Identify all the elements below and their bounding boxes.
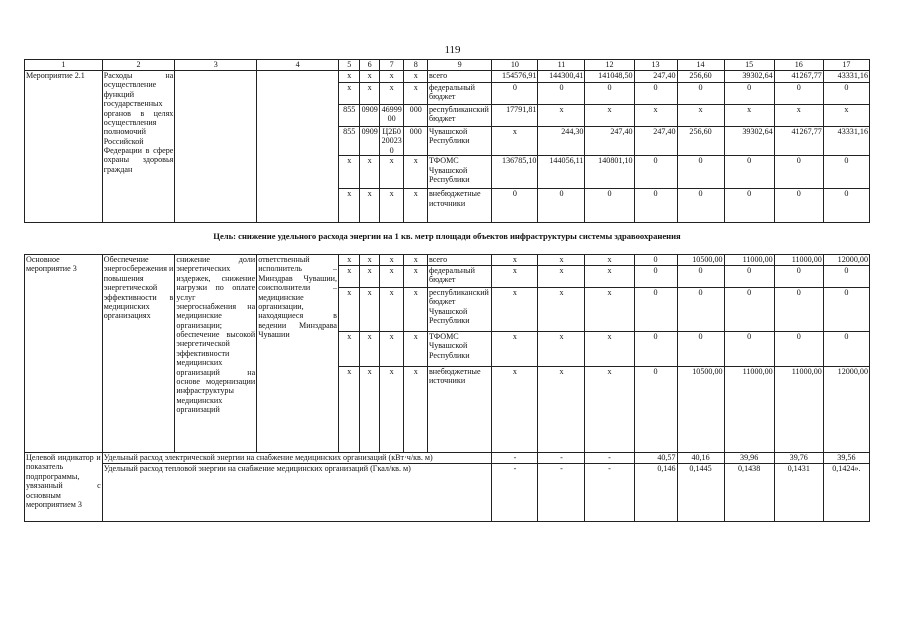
source-cell: федеральный бюджет — [427, 83, 491, 105]
responsible-cell — [257, 71, 339, 223]
event-name: Основное мероприятие 3 — [25, 255, 103, 453]
expense-type-cell: x — [404, 367, 428, 453]
value-cell: 0 — [677, 332, 724, 367]
value-cell: 0 — [634, 367, 677, 453]
value-cell: x — [492, 367, 538, 453]
col-num: 5 — [339, 60, 360, 71]
value-cell: 0 — [634, 332, 677, 367]
column-number-row — [25, 60, 870, 71]
section-cell: x — [360, 255, 379, 266]
value-cell: 11000,00 — [774, 255, 823, 266]
value-cell: x — [538, 332, 585, 367]
value-cell: 0 — [823, 189, 869, 223]
value-cell: x — [492, 255, 538, 266]
value-cell: 0 — [634, 156, 677, 189]
article-cell: x — [379, 332, 404, 367]
value-cell: 0 — [724, 288, 774, 332]
value-cell: 0 — [538, 83, 585, 105]
grbs-cell: x — [339, 156, 360, 189]
target-cell: снижение доли энергетических издержек, снижение нагрузки по оплате услуг энергоснабжения на медицинские организации; обеспечение высокой энергетической эффективности медицинских организаций на основе модернизации инфраструктуры медицинских организаций — [175, 255, 257, 453]
section-cell: x — [360, 156, 379, 189]
value-cell: 0 — [677, 156, 724, 189]
value-cell: 0,1424». — [823, 464, 869, 522]
source-cell: ТФОМС Чувашской Республики — [427, 156, 491, 189]
grbs-cell: x — [339, 189, 360, 223]
value-cell: 140801,10 — [585, 156, 634, 189]
value-cell: 0 — [585, 189, 634, 223]
value-cell: 0 — [724, 189, 774, 223]
value-cell: 0 — [823, 83, 869, 105]
indicator-label: Целевой индикатор и показатель подпрограммы, увязанный с основным мероприятием 3 — [25, 453, 103, 522]
source-cell: внебюджетные источники — [427, 367, 491, 453]
value-cell: 39,96 — [724, 453, 774, 464]
value-cell: 40,57 — [634, 453, 677, 464]
value-cell: x — [492, 127, 538, 156]
article-cell: x — [379, 189, 404, 223]
expense-type-cell: x — [404, 83, 428, 105]
article-cell: x — [379, 288, 404, 332]
value-cell: 39,76 — [774, 453, 823, 464]
value-cell: 0 — [634, 255, 677, 266]
value-cell: - — [538, 453, 585, 464]
expense-type-cell: 000 — [404, 105, 428, 127]
value-cell: 39302,64 — [724, 71, 774, 83]
value-cell: 0,1445 — [677, 464, 724, 522]
expense-type-cell: x — [404, 255, 428, 266]
article-cell: 4699900 — [379, 105, 404, 127]
value-cell: x — [823, 105, 869, 127]
value-cell: x — [538, 288, 585, 332]
value-cell: x — [538, 255, 585, 266]
value-cell: 0 — [774, 189, 823, 223]
value-cell: 0 — [823, 156, 869, 189]
value-cell: - — [492, 453, 538, 464]
value-cell: 0 — [724, 266, 774, 288]
value-cell: 0 — [492, 83, 538, 105]
value-cell: 0,146 — [634, 464, 677, 522]
expense-type-cell: x — [404, 156, 428, 189]
value-cell: 247,40 — [634, 71, 677, 83]
value-cell: 0 — [538, 189, 585, 223]
value-cell: 12000,00 — [823, 367, 869, 453]
value-cell: 247,40 — [585, 127, 634, 156]
indicator-row — [25, 464, 870, 522]
value-cell: x — [585, 332, 634, 367]
grbs-cell: x — [339, 71, 360, 83]
col-num: 16 — [774, 60, 823, 71]
section-cell: x — [360, 189, 379, 223]
grbs-cell: x — [339, 332, 360, 367]
value-cell: 0 — [634, 288, 677, 332]
value-cell: 12000,00 — [823, 255, 869, 266]
value-cell: 0 — [677, 266, 724, 288]
value-cell: x — [538, 367, 585, 453]
value-cell: 43331,16 — [823, 71, 869, 83]
grbs-cell: x — [339, 83, 360, 105]
value-cell: - — [585, 464, 634, 522]
value-cell: 141048,50 — [585, 71, 634, 83]
value-cell: x — [634, 105, 677, 127]
col-num: 14 — [677, 60, 724, 71]
value-cell: 10500,00 — [677, 255, 724, 266]
value-cell: x — [538, 266, 585, 288]
table-row — [25, 255, 870, 266]
col-num: 4 — [257, 60, 339, 71]
grbs-cell: x — [339, 288, 360, 332]
value-cell: 0 — [774, 156, 823, 189]
event-name: Мероприятие 2.1 — [25, 71, 103, 223]
value-cell: 0 — [774, 288, 823, 332]
event-description: Обеспечение энергосбережения и повышения энергетической эффективности в медицинских организациях — [102, 255, 175, 453]
source-cell: всего — [427, 255, 491, 266]
value-cell: 256,60 — [677, 71, 724, 83]
value-cell: 136785,10 — [492, 156, 538, 189]
value-cell: 0 — [774, 266, 823, 288]
grbs-cell: x — [339, 255, 360, 266]
value-cell: 0 — [823, 332, 869, 367]
value-cell: 0 — [774, 83, 823, 105]
value-cell: 39,56 — [823, 453, 869, 464]
col-num: 11 — [538, 60, 585, 71]
col-num: 1 — [25, 60, 103, 71]
value-cell: x — [538, 105, 585, 127]
value-cell: 0 — [634, 266, 677, 288]
section-cell: 0909 — [360, 127, 379, 156]
value-cell: 0 — [677, 288, 724, 332]
source-cell: федеральный бюджет — [427, 266, 491, 288]
value-cell: 0,1438 — [724, 464, 774, 522]
value-cell: x — [585, 288, 634, 332]
value-cell: - — [538, 464, 585, 522]
col-num: 3 — [175, 60, 257, 71]
section-cell: x — [360, 266, 379, 288]
value-cell: 247,40 — [634, 127, 677, 156]
expense-type-cell: x — [404, 288, 428, 332]
value-cell: x — [724, 105, 774, 127]
value-cell: 0 — [823, 266, 869, 288]
value-cell: x — [677, 105, 724, 127]
expense-type-cell: x — [404, 266, 428, 288]
goal-heading: Цель: снижение удельного расхода энергии на 1 кв. метр площади объектов инфраструктуры системы здравоохранения — [213, 231, 681, 241]
value-cell: 0 — [634, 83, 677, 105]
col-num: 9 — [427, 60, 491, 71]
source-cell: ТФОМС Чувашской Республики — [427, 332, 491, 367]
value-cell: x — [585, 367, 634, 453]
col-num: 10 — [492, 60, 538, 71]
value-cell: x — [585, 266, 634, 288]
value-cell: 256,60 — [677, 127, 724, 156]
value-cell: 11000,00 — [724, 367, 774, 453]
value-cell: 0 — [492, 189, 538, 223]
target-cell — [175, 71, 257, 223]
value-cell: 0 — [774, 332, 823, 367]
value-cell: 0 — [634, 189, 677, 223]
article-cell: x — [379, 255, 404, 266]
col-num: 15 — [724, 60, 774, 71]
grbs-cell: x — [339, 266, 360, 288]
value-cell: 39302,64 — [724, 127, 774, 156]
value-cell: x — [492, 288, 538, 332]
value-cell: 17791,81 — [492, 105, 538, 127]
value-cell: - — [585, 453, 634, 464]
article-cell: x — [379, 71, 404, 83]
value-cell: 0 — [677, 83, 724, 105]
col-num: 6 — [360, 60, 379, 71]
col-num: 17 — [823, 60, 869, 71]
value-cell: 11000,00 — [724, 255, 774, 266]
source-cell: республиканский бюджет — [427, 105, 491, 127]
value-cell: 10500,00 — [677, 367, 724, 453]
expense-type-cell: 000 — [404, 127, 428, 156]
value-cell: 11000,00 — [774, 367, 823, 453]
value-cell: - — [492, 464, 538, 522]
event-description: Расходы на осуществление функций государственных органов в целях осуществления полномочий Российской Федерации в сфере охраны здоровья граждан — [102, 71, 175, 223]
source-cell: внебюджетные источники — [427, 189, 491, 223]
value-cell: x — [774, 105, 823, 127]
budget-table-bottom — [24, 254, 870, 522]
grbs-cell: 855 — [339, 105, 360, 127]
indicator-name: Удельный расход тепловой энергии на снабжение медицинских организаций (Гкал/кв. м) — [102, 464, 492, 522]
value-cell: 244,30 — [538, 127, 585, 156]
source-cell: республиканский бюджет Чувашской Республики — [427, 288, 491, 332]
value-cell: 0 — [585, 83, 634, 105]
grbs-cell: 855 — [339, 127, 360, 156]
value-cell: 144300,41 — [538, 71, 585, 83]
value-cell: x — [492, 332, 538, 367]
section-cell: x — [360, 288, 379, 332]
section-cell: x — [360, 332, 379, 367]
section-cell: x — [360, 71, 379, 83]
article-cell: x — [379, 266, 404, 288]
value-cell: 0 — [677, 189, 724, 223]
value-cell: x — [585, 255, 634, 266]
table-row — [25, 71, 870, 83]
section-cell: x — [360, 367, 379, 453]
page-number: 119 — [444, 44, 461, 56]
value-cell: 154576,91 — [492, 71, 538, 83]
value-cell: 40,16 — [677, 453, 724, 464]
article-cell: Ц2Б0200230 — [379, 127, 404, 156]
expense-type-cell: x — [404, 71, 428, 83]
budget-table-top — [24, 59, 870, 223]
indicator-name: Удельный расход электрической энергии на снабжение медицинских организаций (кВт·ч/кв. м) — [102, 453, 492, 464]
col-num: 7 — [379, 60, 404, 71]
col-num: 13 — [634, 60, 677, 71]
value-cell: 0 — [724, 332, 774, 367]
col-num: 2 — [102, 60, 175, 71]
grbs-cell: x — [339, 367, 360, 453]
source-cell: всего — [427, 71, 491, 83]
article-cell: x — [379, 156, 404, 189]
indicator-row — [25, 453, 870, 464]
value-cell: x — [585, 105, 634, 127]
value-cell: 0 — [724, 83, 774, 105]
col-num: 8 — [404, 60, 428, 71]
source-cell: Чувашской Республики — [427, 127, 491, 156]
article-cell: x — [379, 83, 404, 105]
value-cell: 144056,11 — [538, 156, 585, 189]
col-num: 12 — [585, 60, 634, 71]
responsible-cell: ответственный исполнитель – Минздрав Чувашии, соисполнители – медицинские организации, находящиеся в ведении Минздрава Чувашии — [257, 255, 339, 453]
article-cell: x — [379, 367, 404, 453]
section-cell: 0909 — [360, 105, 379, 127]
value-cell: 0 — [823, 288, 869, 332]
expense-type-cell: x — [404, 189, 428, 223]
value-cell: 43331,16 — [823, 127, 869, 156]
section-cell: x — [360, 83, 379, 105]
value-cell: 0,1431 — [774, 464, 823, 522]
value-cell: 41267,77 — [774, 127, 823, 156]
value-cell: 41267,77 — [774, 71, 823, 83]
expense-type-cell: x — [404, 332, 428, 367]
value-cell: x — [492, 266, 538, 288]
value-cell: 0 — [724, 156, 774, 189]
